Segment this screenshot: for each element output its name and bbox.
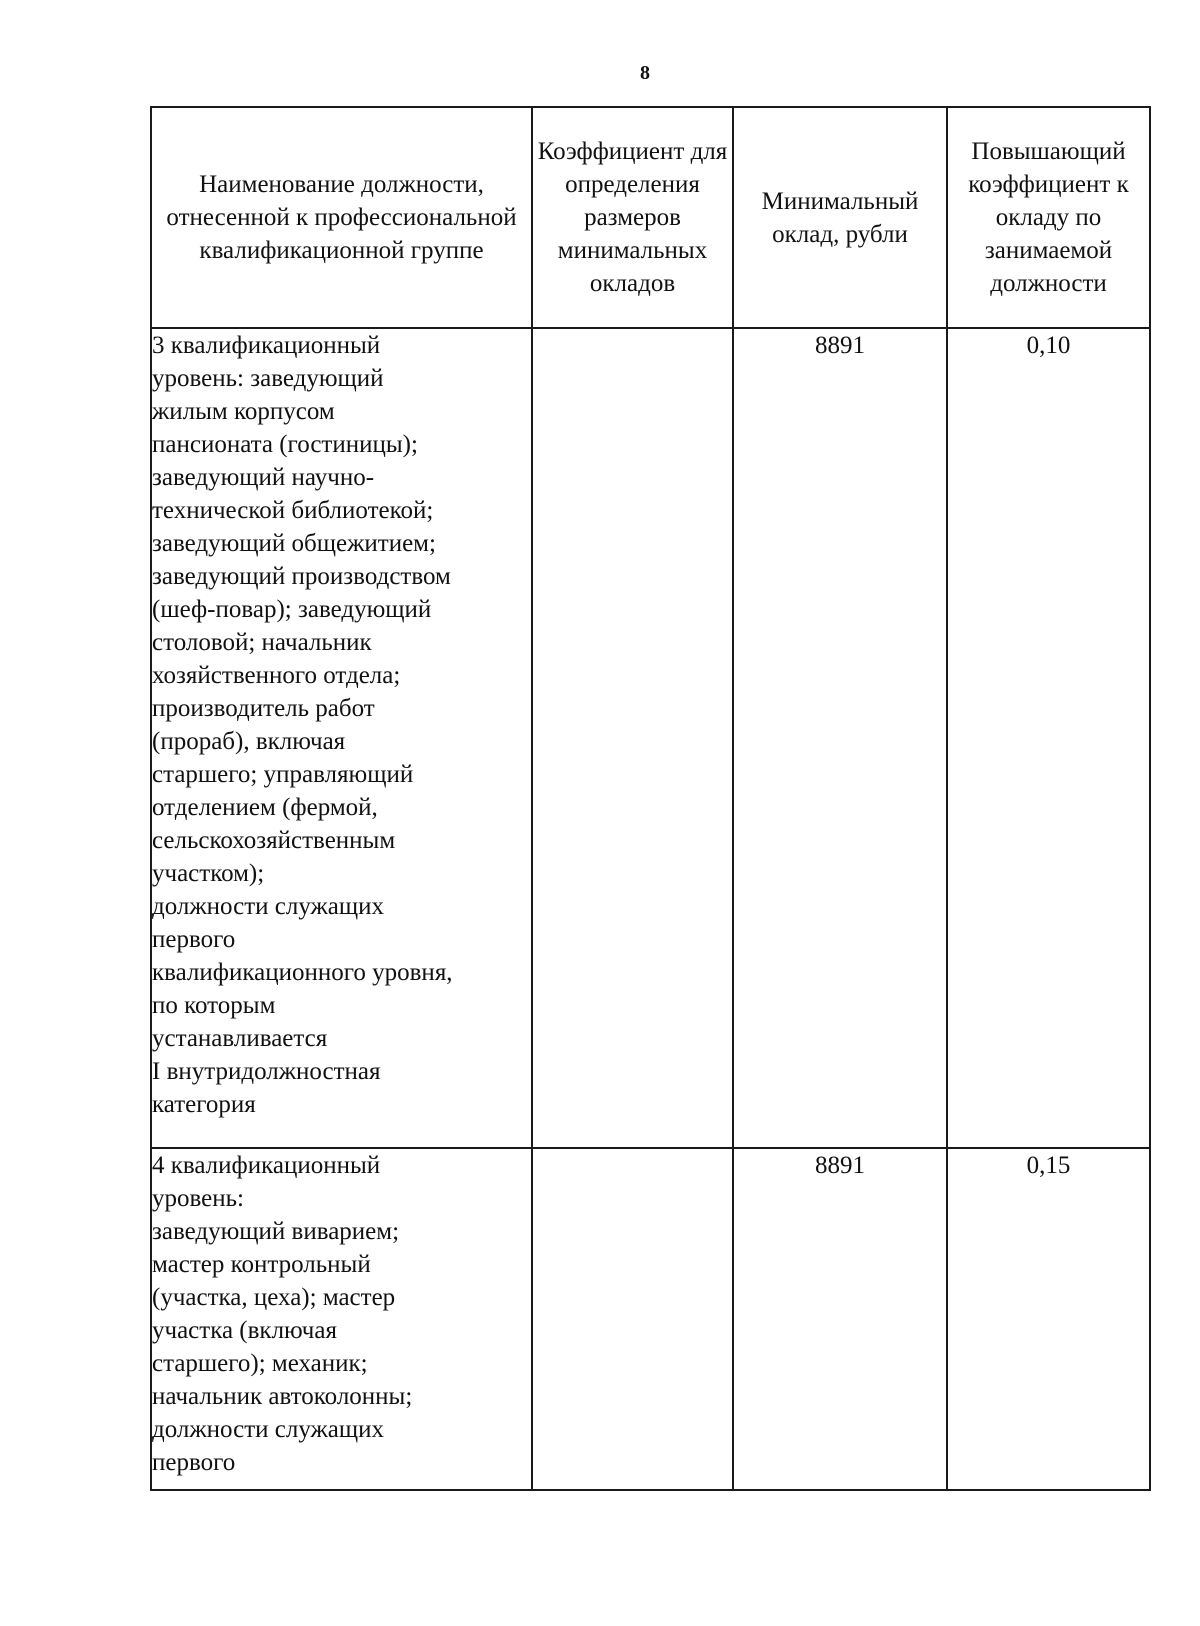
description-line: по которым — [152, 992, 276, 1019]
min-salary-cell: 8891 — [733, 1148, 947, 1490]
description-line: столовой; начальник — [152, 629, 372, 656]
description-line: I внутридолжностная — [152, 1058, 381, 1085]
description-line: отделением (фермой, — [152, 794, 378, 821]
description-line: 4 квалификационный — [152, 1152, 381, 1179]
header-min-salary: Минимальный оклад, рубли — [733, 107, 947, 328]
description-line: мастер контрольный — [152, 1251, 371, 1278]
min-salary-cell: 8891 — [733, 328, 947, 1148]
raise-coefficient-cell: 0,15 — [947, 1148, 1150, 1490]
description-line: должности служащих — [152, 893, 385, 920]
description-line: старшего; управляющий — [152, 761, 414, 788]
description-line: устанавливается — [152, 1025, 328, 1052]
position-description — [151, 1148, 532, 1490]
header-position-name: Наименование должности, отнесенной к профессиональной квалификационной группе — [151, 107, 532, 328]
table-header-row — [151, 107, 1150, 328]
description-line: заведующий научно- — [152, 464, 375, 491]
description-line: первого — [152, 1449, 236, 1476]
header-raise-coefficient: Повышающий коэффициент к окладу по занимаемой должности — [947, 107, 1150, 328]
description-line: первого — [152, 926, 236, 953]
table-row — [151, 1148, 1150, 1490]
description-line: заведующий виварием; — [152, 1218, 400, 1245]
page-number: 8 — [640, 62, 650, 84]
description-line: технической библиотекой; — [152, 497, 434, 524]
description-line: участком); — [152, 860, 265, 887]
header-coefficient: Коэффициент для определения размеров минимальных окладов — [532, 107, 733, 328]
description-line: (участка, цеха); мастер — [152, 1284, 396, 1311]
raise-coefficient-cell: 0,10 — [947, 328, 1150, 1148]
description-line: заведующий производством — [152, 563, 451, 590]
description-line: (шеф-повар); заведующий — [152, 596, 432, 623]
description-line: жилым корпусом — [152, 398, 335, 425]
description-line: хозяйственного отдела; — [152, 662, 401, 689]
description-line: старшего); механик; — [152, 1350, 368, 1377]
description-line: уровень: заведующий — [152, 365, 384, 392]
description-line: начальник автоколонны; — [152, 1383, 413, 1410]
coefficient-cell — [532, 1148, 733, 1490]
description-line: уровень: — [152, 1185, 244, 1212]
description-line: пансионата (гостиницы); — [152, 431, 418, 458]
description-line: заведующий общежитием; — [152, 530, 436, 557]
description-line: участка (включая — [152, 1317, 337, 1344]
position-description — [151, 328, 532, 1148]
description-line: квалификационного уровня, — [152, 959, 453, 986]
coefficient-cell — [532, 328, 733, 1148]
description-line: (прораб), включая — [152, 728, 346, 755]
description-line: категория — [152, 1091, 256, 1118]
description-line: 3 квалификационный — [152, 332, 381, 359]
description-line: производитель работ — [152, 695, 375, 722]
description-line: сельскохозяйственным — [152, 827, 396, 854]
salary-table — [150, 106, 1151, 1491]
description-line: должности служащих — [152, 1416, 385, 1443]
table-row — [151, 328, 1150, 1148]
